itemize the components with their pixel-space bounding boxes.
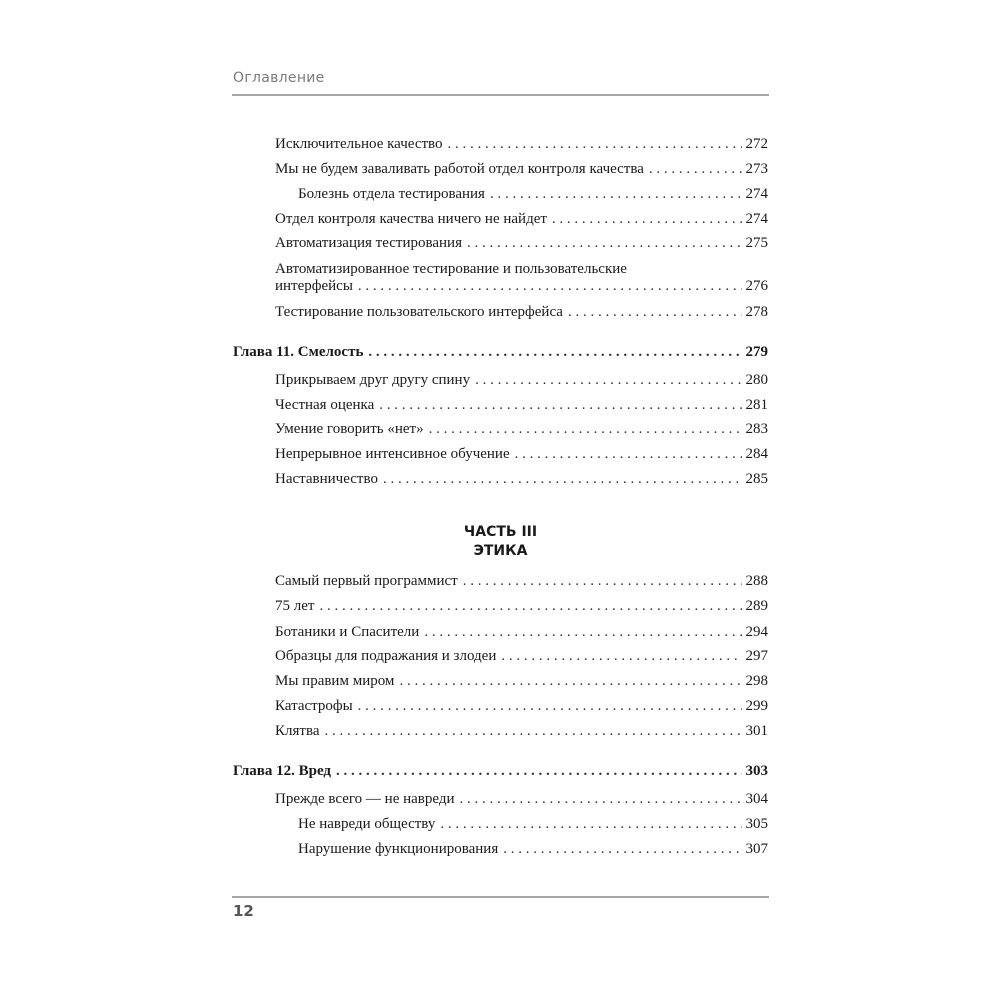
- toc-chapter-12[interactable]: [233, 763, 768, 780]
- toc-entry-title: 75 лет: [275, 598, 315, 614]
- dot-leader: [379, 397, 741, 414]
- toc-entry-page: 297: [745, 648, 768, 664]
- dot-leader: [467, 235, 742, 252]
- dot-leader: [440, 816, 741, 833]
- toc-entry-title: Тестирование пользовательского интерфейса: [275, 304, 563, 320]
- toc-entry-title: Не навреди обществу: [298, 816, 436, 832]
- toc-entry[interactable]: [275, 673, 768, 690]
- toc-entry-page: 289: [745, 598, 768, 614]
- toc-entry[interactable]: [275, 698, 768, 715]
- toc-entry-title: Мы не будем заваливать работой отдел контроля качества: [275, 161, 644, 177]
- toc-entry[interactable]: [275, 304, 768, 321]
- toc-entry[interactable]: [275, 421, 768, 438]
- toc-entry-title-line1: Автоматизированное тестирование и пользовательские: [275, 261, 627, 277]
- chapter-page: 303: [745, 763, 768, 779]
- dot-leader: [463, 573, 742, 590]
- chapter-page: 279: [745, 344, 768, 360]
- toc-entry[interactable]: [275, 136, 768, 153]
- toc-entry-title-line2: интерфейсы: [275, 278, 353, 294]
- dot-leader: [383, 471, 742, 488]
- toc-entry-page: 273: [745, 161, 768, 177]
- part-label: ЧАСТЬ III: [463, 524, 538, 540]
- toc-entry-page: 276: [745, 278, 768, 294]
- toc-entry-page: 278: [745, 304, 768, 320]
- toc-entry-page: 307: [745, 841, 768, 857]
- toc-entry-page: 274: [745, 211, 768, 227]
- toc-entry[interactable]: [275, 372, 768, 389]
- dot-leader: [319, 598, 741, 615]
- dot-leader: [448, 136, 742, 153]
- toc-entry-page: 294: [745, 624, 768, 640]
- dot-leader: [336, 763, 741, 780]
- dot-leader: [515, 446, 742, 463]
- toc-entry-title: Прежде всего — не навреди: [275, 791, 455, 807]
- toc-entry-page: 285: [745, 471, 768, 487]
- toc-entry-page: 274: [745, 186, 768, 202]
- toc-entry[interactable]: [275, 397, 768, 414]
- dot-leader: [358, 698, 742, 715]
- dot-leader: [424, 624, 741, 641]
- header-rule: [232, 94, 769, 96]
- toc-entry[interactable]: [275, 648, 768, 665]
- dot-leader: [503, 841, 741, 858]
- toc-entry[interactable]: [275, 723, 768, 740]
- dot-leader: [429, 421, 742, 438]
- toc-entry-page: 299: [745, 698, 768, 714]
- toc-entry-title: Ботаники и Спасители: [275, 624, 420, 640]
- toc-entry-page: 272: [745, 136, 768, 152]
- toc-entry-page: 283: [745, 421, 768, 437]
- toc-entry-page: 298: [745, 673, 768, 689]
- toc-entry-title: Мы правим миром: [275, 673, 395, 689]
- toc-entry-page: 301: [745, 723, 768, 739]
- toc-entry-title: Прикрываем друг другу спину: [275, 372, 471, 388]
- toc-entry-title: Наставничество: [275, 471, 378, 487]
- toc-entry-title: Умение говорить «нет»: [275, 421, 424, 437]
- toc-entry-page: 281: [745, 397, 768, 413]
- dot-leader: [368, 344, 741, 361]
- toc-entry-title: Исключительное качество: [275, 136, 443, 152]
- dot-leader: [460, 791, 742, 808]
- toc-entry[interactable]: [275, 624, 768, 641]
- toc-entry[interactable]: [275, 161, 768, 178]
- dot-leader: [399, 673, 741, 690]
- toc-chapter-11[interactable]: [233, 344, 768, 361]
- toc-entry[interactable]: [275, 235, 768, 252]
- toc-entry-page: 275: [745, 235, 768, 251]
- toc-entry[interactable]: [275, 211, 768, 228]
- toc-entry-title: Честная оценка: [275, 397, 375, 413]
- part-title: ЭТИКА: [473, 543, 528, 559]
- toc-entry-page: 284: [745, 446, 768, 462]
- chapter-title: Глава 12. Вред: [233, 763, 332, 779]
- dot-leader: [475, 372, 741, 389]
- toc-entry-page: 305: [745, 816, 768, 832]
- page-number: 12: [233, 902, 254, 920]
- toc-entry[interactable]: [275, 471, 768, 488]
- toc-entry-page: 280: [745, 372, 768, 388]
- dot-leader: [490, 186, 742, 203]
- toc-entry[interactable]: [275, 573, 768, 590]
- toc-entry-page: 304: [745, 791, 768, 807]
- toc-entry-title: Образцы для подражания и злодеи: [275, 648, 497, 664]
- dot-leader: [552, 211, 742, 228]
- chapter-title: Глава 11. Смелость: [233, 344, 364, 360]
- toc-entry[interactable]: [275, 446, 768, 463]
- toc-subentry[interactable]: [298, 186, 768, 203]
- toc-entry-title: Автоматизация тестирования: [275, 235, 462, 251]
- toc-entry[interactable]: [275, 598, 768, 615]
- dot-leader: [325, 723, 742, 740]
- toc-entry[interactable]: [275, 791, 768, 808]
- toc-subentry[interactable]: [298, 816, 768, 833]
- footer-rule: [232, 896, 769, 898]
- toc-entry-title: Болезнь отдела тестирования: [298, 186, 485, 202]
- dot-leader: [568, 304, 742, 321]
- running-head: Оглавление: [233, 70, 325, 86]
- dot-leader: [358, 278, 742, 295]
- toc-entry-title: Клятва: [275, 723, 320, 739]
- toc-entry-title: Нарушение функционирования: [298, 841, 499, 857]
- dot-leader: [649, 161, 742, 178]
- toc-subentry[interactable]: [298, 841, 768, 858]
- toc-entry-title: Непрерывное интенсивное обучение: [275, 446, 510, 462]
- toc-entry-multiline[interactable]: [275, 261, 768, 295]
- toc-entry-title: Катастрофы: [275, 698, 353, 714]
- toc-entry-title: Самый первый программист: [275, 573, 458, 589]
- toc-entry-title: Отдел контроля качества ничего не найдет: [275, 211, 547, 227]
- dot-leader: [501, 648, 741, 665]
- toc-entry-page: 288: [745, 573, 768, 589]
